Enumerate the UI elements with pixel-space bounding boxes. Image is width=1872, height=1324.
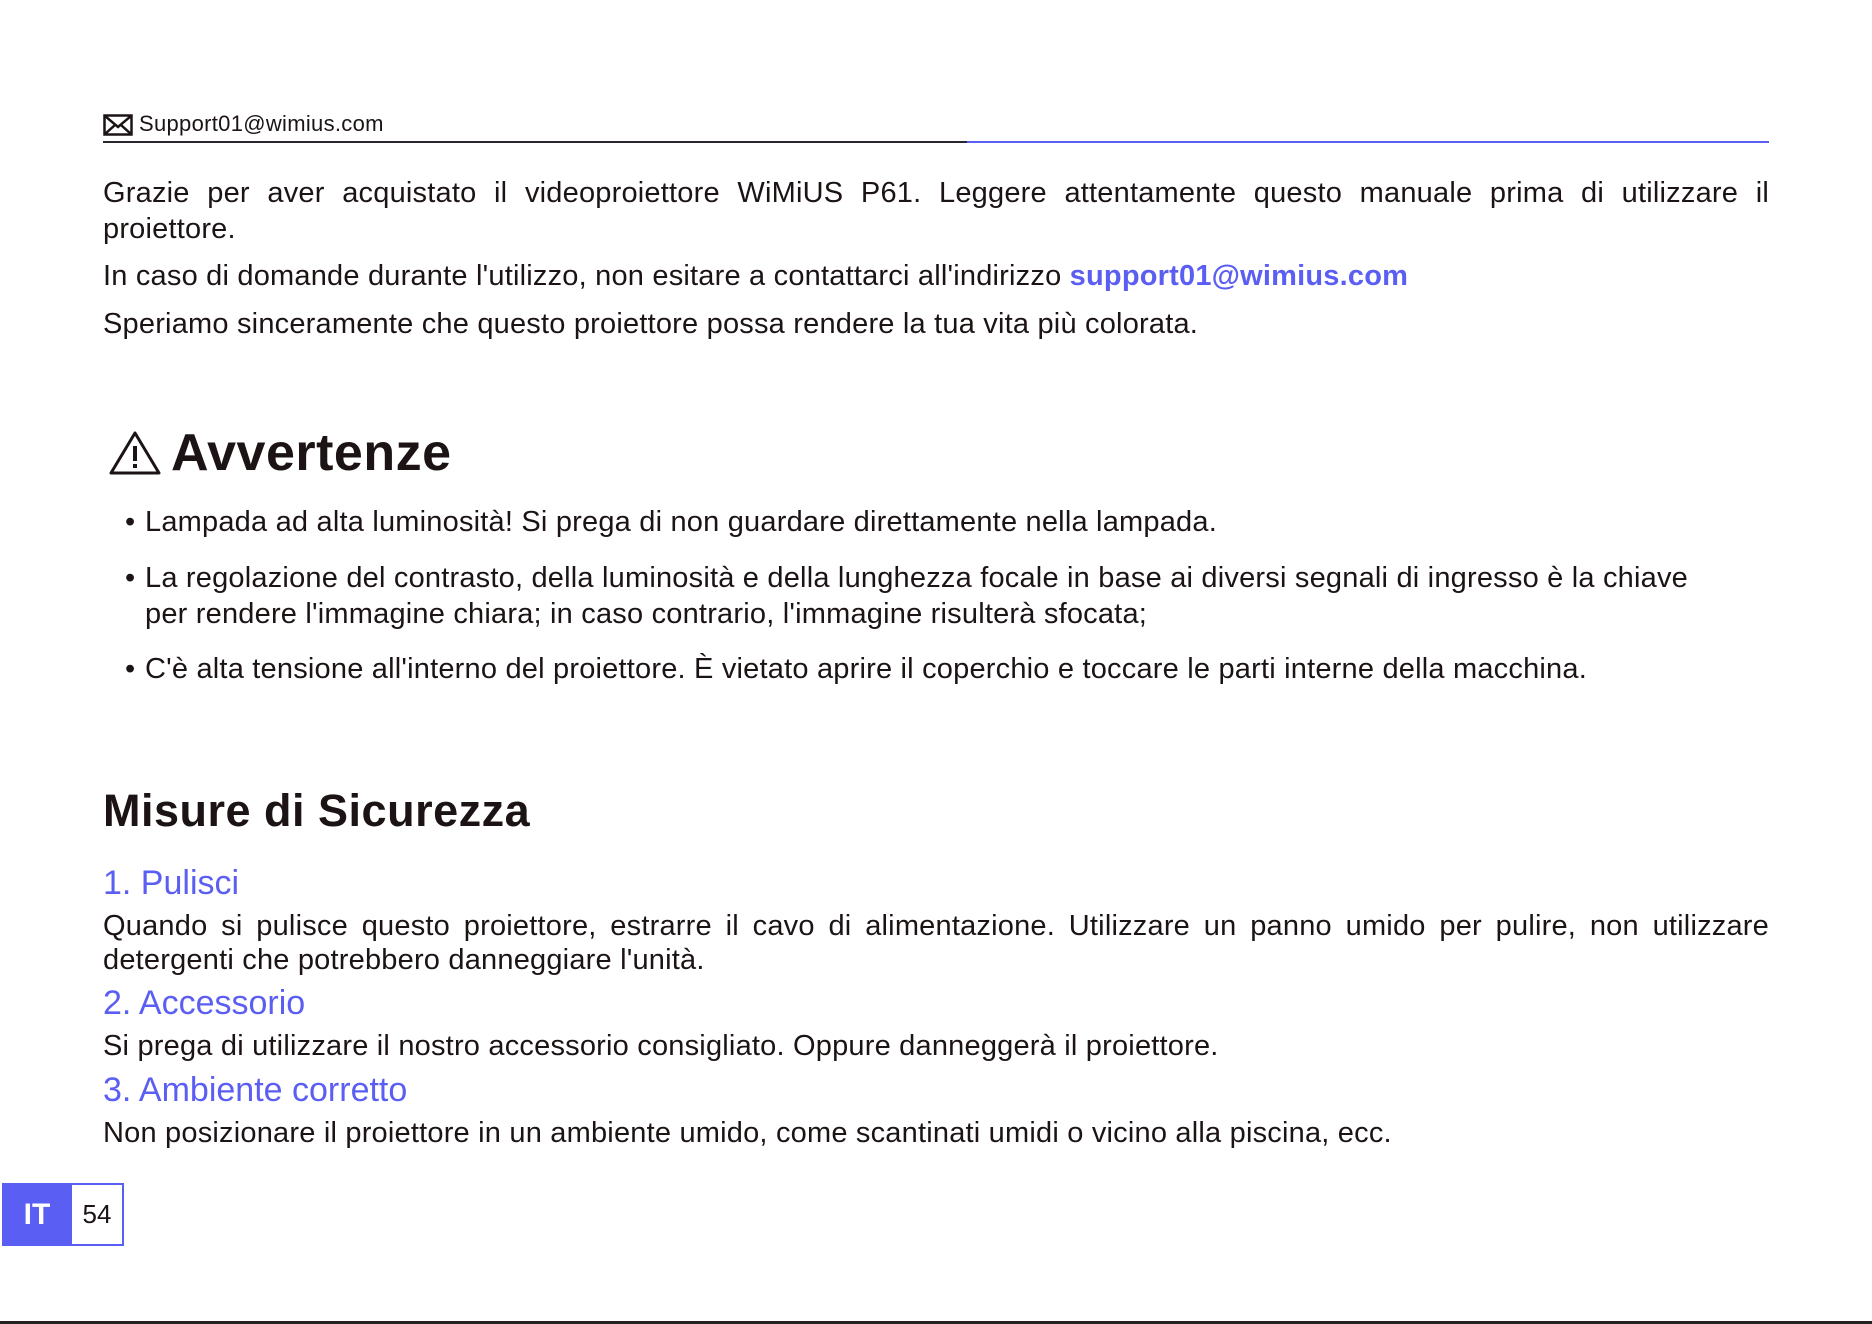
warnings-heading bbox=[109, 423, 452, 483]
page-number: 54 bbox=[72, 1183, 124, 1246]
header-rule-accent bbox=[967, 141, 1769, 143]
warning-text: Lampada ad alta luminosità! Si prega di non guardare direttamente nella lampada. bbox=[145, 506, 1217, 538]
intro-paragraph-2 bbox=[103, 258, 1769, 294]
warning-item bbox=[125, 504, 1705, 540]
safety-heading-environment: 3. Ambiente corretto bbox=[103, 1071, 408, 1109]
intro-paragraph-1: Grazie per aver acquistato il videoproiettore WiMiUS P61. Leggere attentamente questo manuale prima di utilizzare il proiettore. bbox=[103, 177, 1769, 245]
warnings-title: Avvertenze bbox=[171, 424, 452, 482]
safety-text-accessory: Si prega di utilizzare il nostro accessorio consigliato. Oppure danneggerà il proiettore. bbox=[103, 1030, 1219, 1062]
support-email-link[interactable]: support01@wimius.com bbox=[1069, 260, 1409, 292]
header-email[interactable]: Support01@wimius.com bbox=[139, 111, 384, 136]
header-rule-dark bbox=[103, 141, 967, 143]
page-header bbox=[103, 110, 1769, 142]
warning-item bbox=[125, 560, 1705, 632]
warning-item bbox=[125, 651, 1705, 687]
warning-text: C'è alta tensione all'interno del proiettore. È vietato aprire il coperchio e toccare le parti interne della macchina. bbox=[145, 653, 1587, 685]
safety-heading-clean: 1. Pulisci bbox=[103, 864, 240, 902]
warning-text: La regolazione del contrasto, della luminosità e della lunghezza focale in base ai diversi segnali di ingresso è la chiave per rendere l'immagine chiara; in caso contrario, l'immagine risulterà sfocata; bbox=[145, 562, 1688, 630]
safety-text-clean: Quando si pulisce questo proiettore, estrarre il cavo di alimentazione. Utilizzare un panno umido per pulire, non utilizzare detergenti che potrebbero danneggiare l'unità. bbox=[103, 910, 1769, 976]
language-badge: IT bbox=[2, 1183, 72, 1246]
bullet-mark: • bbox=[125, 562, 136, 594]
safety-text-environment: Non posizionare il proiettore in un ambiente umido, come scantinati umidi o vicino alla piscina, ecc. bbox=[103, 1117, 1392, 1149]
safety-title: Misure di Sicurezza bbox=[103, 785, 531, 836]
bullet-mark: • bbox=[125, 506, 136, 538]
warning-triangle-icon bbox=[109, 430, 161, 476]
envelope-icon bbox=[103, 114, 133, 136]
bullet-mark: • bbox=[125, 653, 136, 685]
intro-contact-text: In caso di domande durante l'utilizzo, non esitare a contattarci all'indirizzo bbox=[103, 260, 1070, 292]
safety-heading-accessory: 2. Accessorio bbox=[103, 984, 306, 1022]
intro-paragraph-3: Speriamo sinceramente che questo proiettore possa rendere la tua vita più colorata. bbox=[103, 308, 1199, 340]
